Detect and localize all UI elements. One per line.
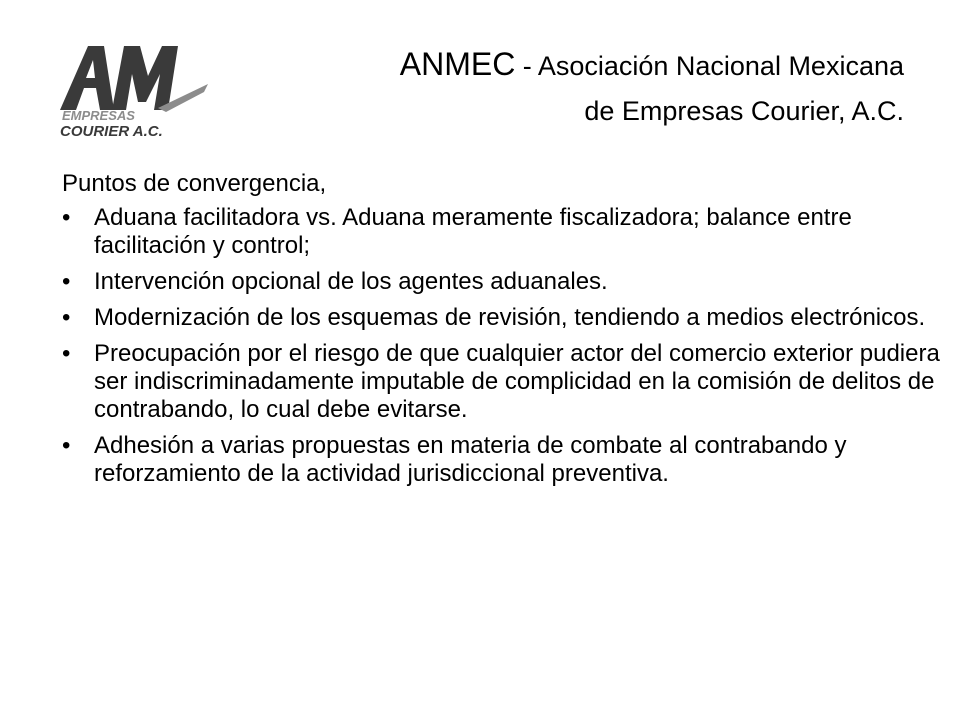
bullet-item — [62, 268, 952, 296]
bullet-glyph: • — [62, 268, 71, 295]
anmec-logo — [58, 38, 218, 138]
title-abbreviation: ANMEC — [399, 46, 516, 82]
logo-line2: COURIER A.C. — [60, 123, 163, 138]
bullet-list — [62, 204, 952, 488]
bullet-text: Aduana facilitadora vs. Aduana meramente fiscalizadora; balance entre facilitación y control; — [94, 204, 852, 259]
slide-title — [400, 44, 904, 131]
intro-text: Puntos de convergencia, — [62, 170, 327, 197]
logo-line1: EMPRESAS — [62, 108, 135, 123]
slide-content — [62, 170, 952, 496]
title-line2: de Empresas Courier, A.C. — [584, 96, 904, 126]
bullet-glyph: • — [62, 304, 71, 331]
bullet-text: Adhesión a varias propuestas en materia de combate al contrabando y reforzamiento de la actividad jurisdiccional preventiva. — [94, 432, 847, 487]
title-line1-rest: Asociación Nacional Mexicana — [537, 51, 904, 81]
bullet-glyph: • — [62, 432, 71, 459]
bullet-item — [62, 340, 952, 424]
bullet-item — [62, 304, 952, 332]
bullet-item — [62, 432, 952, 488]
bullet-text: Modernización de los esquemas de revisión, tendiendo a medios electrónicos. — [94, 304, 926, 331]
bullet-glyph: • — [62, 340, 71, 367]
title-line1 — [400, 44, 904, 91]
bullet-text: Intervención opcional de los agentes aduanales. — [94, 268, 608, 295]
bullet-item — [62, 204, 952, 260]
title-separator: - — [515, 51, 538, 81]
bullet-text: Preocupación por el riesgo de que cualquier actor del comercio exterior pudiera ser indiscriminadamente imputable de complicidad en la comisión de delitos de contrabando, lo cual debe evitarse. — [94, 340, 940, 423]
anmec-logo-icon — [58, 38, 218, 138]
bullet-glyph: • — [62, 204, 71, 231]
